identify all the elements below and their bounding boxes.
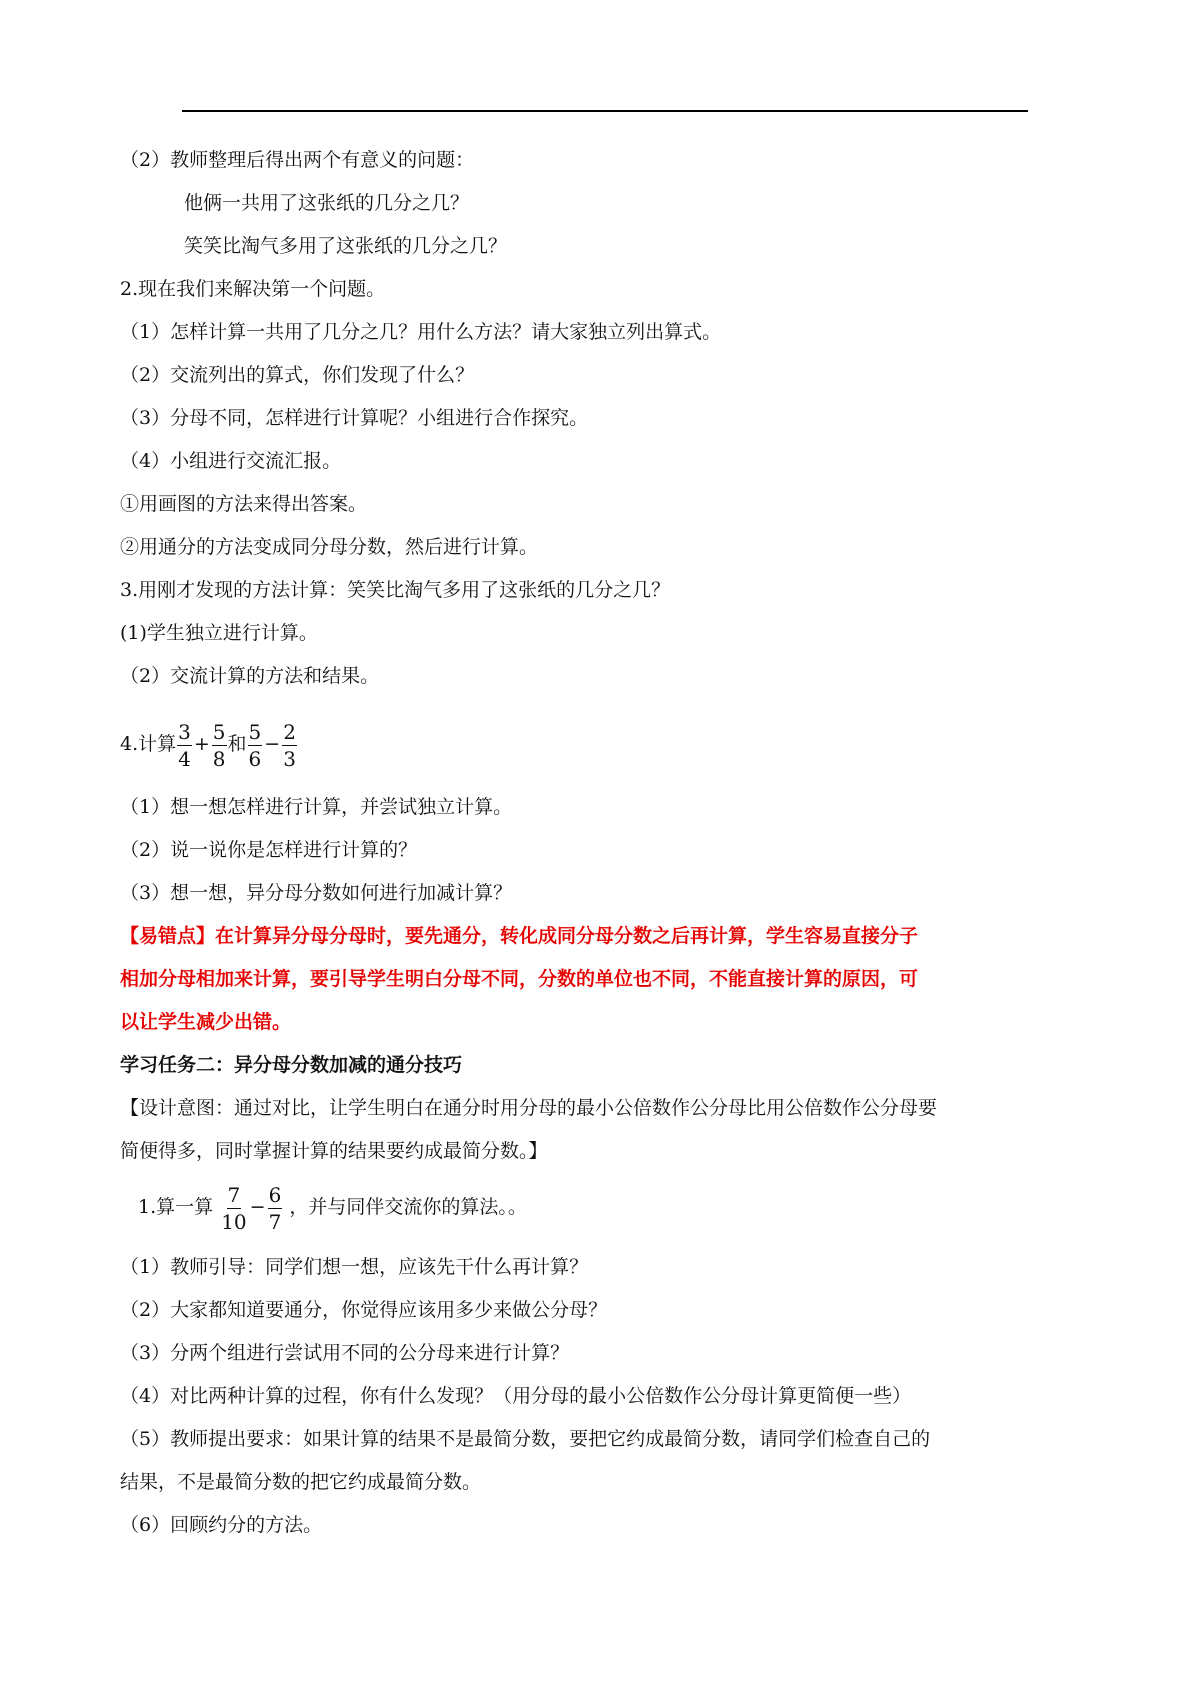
- calc-1-prefix: 1.算一算: [138, 1196, 214, 1218]
- fraction-denominator: 8: [212, 746, 226, 771]
- error-point-line: 相加分母相加来计算，要引导学生明白分母不同，分数的单位也不同，不能直接计算的原因，可: [120, 968, 919, 990]
- header-rule: [182, 110, 1028, 112]
- minus-sign: −: [264, 733, 281, 755]
- section-line: 3.用刚才发现的方法计算：笑笑比淘气多用了这张纸的几分之几？: [120, 579, 671, 601]
- text-line: （2）大家都知道要通分，你觉得应该用多少来做公分母？: [120, 1299, 608, 1321]
- fraction-2-3: [282, 720, 297, 771]
- text-line: （3）分母不同，怎样进行计算呢？小组进行合作探究。: [120, 407, 589, 429]
- fraction-6-7: [268, 1183, 283, 1234]
- fraction-5-8: [212, 720, 227, 771]
- text-line: （1）怎样计算一共用了几分之几？用什么方法？请大家独立列出算式。: [120, 321, 722, 343]
- fraction-numerator: 5: [248, 719, 262, 744]
- text-line: （5）教师提出要求：如果计算的结果不是最简分数，要把它约成最简分数，请同学们检查自己的: [120, 1428, 931, 1450]
- text-line: 结果，不是最简分数的把它约成最简分数。: [120, 1471, 482, 1493]
- question-line: 他俩一共用了这张纸的几分之几？: [184, 192, 470, 214]
- error-point-line: 【易错点】在计算异分母分母时，要先通分，转化成同分母分数之后再计算，学生容易直接分子: [120, 925, 919, 947]
- fraction-denominator: 3: [283, 746, 296, 771]
- text-line: ②用通分的方法变成同分母分数，然后进行计算。: [120, 536, 539, 558]
- plus-sign: +: [193, 733, 210, 755]
- calc-1-suffix: ，并与同伴交流你的算法。。: [289, 1196, 527, 1218]
- fraction-numerator: 6: [268, 1182, 282, 1207]
- section-line: 2.现在我们来解决第一个问题。: [120, 278, 386, 300]
- text-line: （3）分两个组进行尝试用不同的公分母来进行计算？: [120, 1342, 570, 1364]
- task-heading: 学习任务二：异分母分数加减的通分技巧: [120, 1054, 463, 1076]
- calc-4-prefix: 4.计算: [120, 733, 177, 755]
- text-line: （1）想一想怎样进行计算，并尝试独立计算。: [120, 796, 513, 818]
- calc-1-line: [138, 1177, 1058, 1237]
- question-line: 笑笑比淘气多用了这张纸的几分之几？: [184, 235, 508, 257]
- text-line: （2）说一说你是怎样进行计算的？: [120, 839, 418, 861]
- text-line: （3）想一想，异分母分数如何进行加减计算？: [120, 882, 513, 904]
- text-line: （4）小组进行交流汇报。: [120, 450, 342, 472]
- fraction-numerator: 3: [178, 719, 191, 744]
- fraction-denominator: 4: [178, 746, 191, 771]
- fraction-numerator: 5: [212, 719, 226, 744]
- fraction-denominator: 10: [221, 1209, 247, 1234]
- fraction-denominator: 6: [248, 746, 262, 771]
- text-line: ①用画图的方法来得出答案。: [120, 493, 368, 515]
- calc-4-joiner: 和: [227, 733, 247, 755]
- fraction-3-4: [177, 720, 192, 771]
- fraction-5-6: [248, 720, 263, 771]
- design-intent-line: 简便得多，同时掌握计算的结果要约成最简分数。】: [120, 1140, 548, 1162]
- text-line: （6）回顾约分的方法。: [120, 1514, 323, 1536]
- error-point-line: 以让学生减少出错。: [120, 1011, 292, 1033]
- text-line: （4）对比两种计算的过程，你有什么发现？（用分母的最小公倍数作公分母计算更简便一些）: [120, 1385, 912, 1407]
- minus-sign: −: [249, 1196, 266, 1218]
- text-line: （2）教师整理后得出两个有意义的问题：: [120, 149, 475, 171]
- fraction-numerator: 7: [227, 1182, 241, 1207]
- calc-4-line: [120, 714, 1040, 774]
- text-line: (1)学生独立进行计算。: [120, 622, 318, 644]
- fraction-denominator: 7: [268, 1209, 282, 1234]
- fraction-numerator: 2: [283, 719, 296, 744]
- design-intent-line: 【设计意图：通过对比，让学生明白在通分时用分母的最小公倍数作公分母比用公倍数作公分母要: [120, 1097, 938, 1119]
- text-line: （2）交流计算的方法和结果。: [120, 665, 380, 687]
- text-line: （2）交流列出的算式，你们发现了什么？: [120, 364, 475, 386]
- fraction-7-10: [220, 1183, 247, 1234]
- text-line: （1）教师引导：同学们想一想，应该先干什么再计算？: [120, 1256, 589, 1278]
